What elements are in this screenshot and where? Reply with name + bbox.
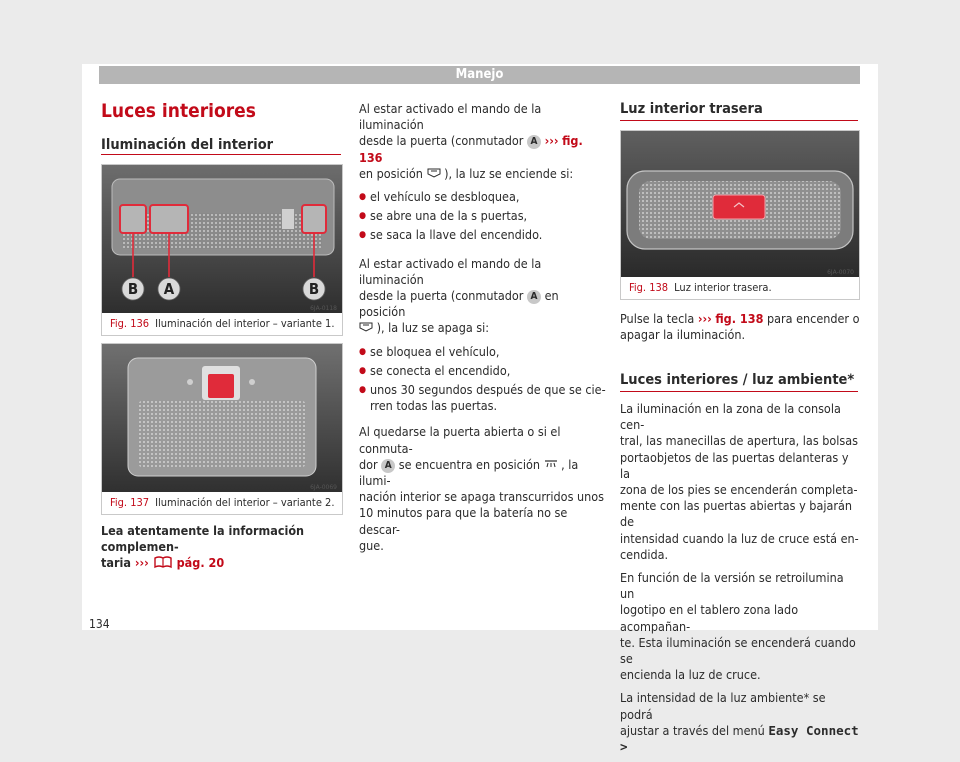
text: , la ilumi- bbox=[359, 456, 579, 489]
list-item: ● se abre una de la s puertas, bbox=[359, 208, 607, 224]
text: tral, las manecillas de apertura, las bolsas bbox=[620, 433, 859, 449]
heading-rule bbox=[620, 391, 858, 392]
text: desde la puerta (conmutador bbox=[359, 133, 524, 149]
callout-b-left: B bbox=[127, 280, 139, 298]
text: nación interior se apaga transcurridos unos bbox=[359, 489, 604, 505]
list-item: ● se bloquea el vehículo, bbox=[359, 344, 607, 360]
figure-number: Fig. 136 bbox=[110, 317, 150, 330]
door-switch-icon bbox=[359, 320, 377, 335]
note-block bbox=[101, 523, 346, 572]
text: Al estar activado el mando de la iluminación bbox=[359, 101, 542, 133]
figure-link[interactable]: fig. 138 bbox=[715, 311, 764, 326]
warning-book-icon bbox=[153, 555, 177, 570]
figure-caption bbox=[110, 317, 334, 330]
text: unos 30 segundos después de que se cie- bbox=[370, 382, 606, 398]
list-on bbox=[359, 189, 607, 244]
subtitle-rule bbox=[101, 154, 341, 155]
figure-137-image bbox=[102, 344, 342, 492]
text: En función de la versión se retroilumina un bbox=[620, 570, 844, 602]
callout-a: A bbox=[163, 280, 175, 298]
ambient-paragraph-1 bbox=[620, 401, 860, 563]
text: encienda la luz de cruce. bbox=[620, 667, 761, 683]
paragraph-3 bbox=[359, 424, 607, 554]
section-header: Manejo bbox=[99, 66, 860, 84]
text: rren todas las puertas. bbox=[370, 398, 498, 414]
text: desde la puerta (conmutador bbox=[359, 288, 524, 304]
callout-a-badge: A bbox=[527, 290, 541, 304]
page-title: Luces interiores bbox=[101, 100, 256, 122]
text: gue. bbox=[359, 537, 384, 553]
text: Al estar activado el mando de la iluminación bbox=[359, 255, 542, 287]
figure-code: 6JA-0069 bbox=[310, 484, 337, 491]
figure-137 bbox=[101, 343, 343, 515]
callout-b-right: B bbox=[308, 280, 320, 298]
note-arrows: ››› bbox=[134, 555, 149, 571]
heading-rule bbox=[620, 120, 858, 121]
figure-arrows: ››› bbox=[697, 311, 712, 326]
figure-code: 6JA-0118 bbox=[310, 305, 337, 312]
rear-light-paragraph bbox=[620, 311, 860, 343]
text: zona de los pies se encenderán completa- bbox=[620, 482, 858, 498]
ambient-paragraph-2 bbox=[620, 570, 860, 683]
list-item: ● se conecta el encendido, bbox=[359, 363, 607, 379]
heading-ambient-light: Luces interiores / luz ambiente* bbox=[620, 372, 855, 388]
figure-138 bbox=[620, 130, 860, 300]
figure-caption bbox=[110, 496, 334, 509]
text: ), la luz se enciende si: bbox=[444, 165, 574, 181]
ceiling-light-icon bbox=[544, 457, 562, 472]
figure-caption-text: Iluminación del interior – variante 1. bbox=[155, 317, 335, 330]
text: ajustar a través del menú bbox=[620, 722, 765, 738]
middle-column bbox=[359, 101, 607, 561]
text: para encender o bbox=[766, 311, 860, 326]
list-item: ● se saca la llave del encendido. bbox=[359, 227, 607, 243]
text: dor bbox=[359, 456, 378, 472]
text: La intensidad de la luz ambiente* se podrá bbox=[620, 690, 826, 722]
callout-a-badge: A bbox=[381, 459, 395, 473]
figure-code: 6JA-0070 bbox=[827, 269, 854, 276]
callout-a-badge: A bbox=[527, 135, 541, 149]
text: cendida. bbox=[620, 546, 669, 562]
text: ), la luz se apaga si: bbox=[376, 320, 490, 336]
figure-number: Fig. 137 bbox=[110, 496, 150, 509]
text: apagar la iluminación. bbox=[620, 327, 746, 343]
figure-number: Fig. 138 bbox=[629, 281, 669, 294]
heading-rear-light: Luz interior trasera bbox=[620, 101, 763, 117]
text: mente con las puertas abiertas y bajarán de bbox=[620, 498, 852, 530]
text: Al quedarse la puerta abierta o si el conmuta- bbox=[359, 424, 561, 456]
figure-caption-text: Iluminación del interior – variante 2. bbox=[155, 496, 335, 509]
text: Pulse la tecla bbox=[620, 311, 695, 326]
text: La iluminación en la zona de la consola cen- bbox=[620, 401, 841, 433]
list-item bbox=[359, 382, 607, 414]
paragraph-1 bbox=[359, 101, 607, 182]
ambient-paragraph-3 bbox=[620, 690, 860, 755]
figure-arrows: ››› bbox=[544, 133, 559, 149]
paragraph-2 bbox=[359, 256, 607, 337]
note-text: taria bbox=[101, 555, 131, 571]
text: 10 minutos para que la batería no se descar- bbox=[359, 505, 568, 537]
figure-136 bbox=[101, 164, 343, 336]
text: te. Esta iluminación se encenderá cuando se bbox=[620, 634, 856, 667]
figure-caption bbox=[629, 281, 772, 294]
list-item: ● el vehículo se desbloquea, bbox=[359, 189, 607, 205]
text: en posición bbox=[359, 165, 423, 181]
figure-138-image bbox=[621, 131, 859, 277]
note-page-link[interactable]: pág. 20 bbox=[176, 555, 225, 571]
subtitle: Iluminación del interior bbox=[101, 137, 274, 153]
note-line1: Lea atentamente la información complemen- bbox=[101, 523, 305, 555]
right-column bbox=[620, 311, 860, 350]
text: portaobjetos de las puertas delanteras y la bbox=[620, 449, 849, 481]
text: en posición bbox=[359, 288, 559, 320]
text: logotipo en el tablero zona lado acompañan- bbox=[620, 602, 799, 634]
list-off bbox=[359, 344, 607, 415]
text: se encuentra en posición bbox=[398, 456, 540, 472]
figure-caption-text: Luz interior trasera. bbox=[674, 281, 772, 294]
page-number: 134 bbox=[89, 617, 110, 631]
door-switch-icon bbox=[427, 166, 445, 181]
note-line2 bbox=[101, 555, 346, 571]
text: intensidad cuando la luz de cruce está en- bbox=[620, 530, 859, 546]
menu-path: Easy Connect > bbox=[620, 722, 859, 755]
figure-link[interactable]: fig. 136 bbox=[359, 133, 583, 165]
